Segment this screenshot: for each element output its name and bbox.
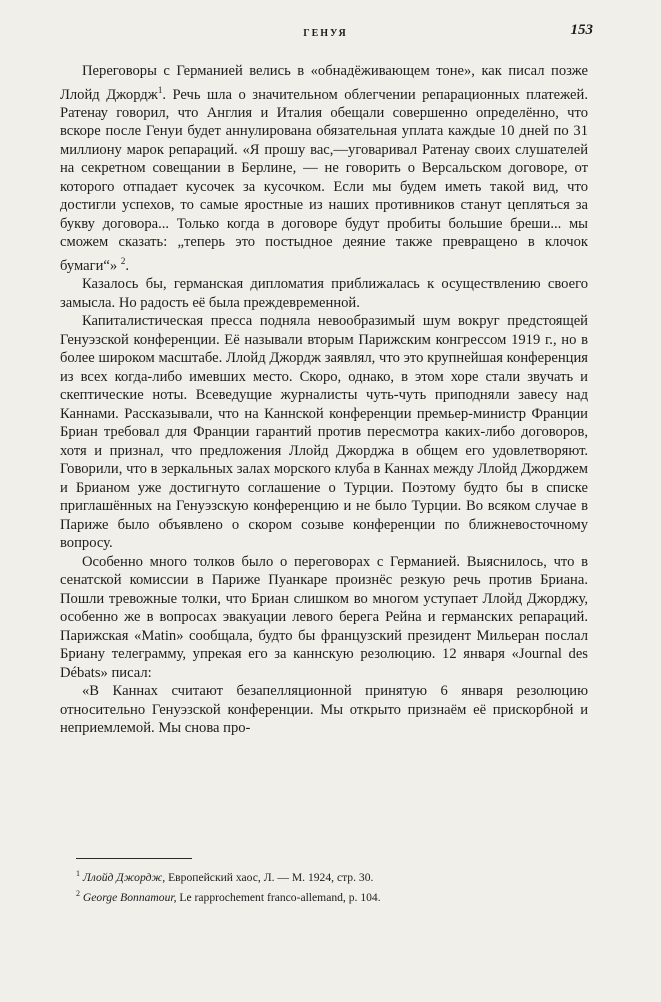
footnote — [76, 886, 588, 906]
footnotes — [76, 866, 588, 906]
paragraph-text: . — [125, 257, 129, 274]
paragraph-text: . Речь шла о значительном облегчении репарационных платежей. Ратенау говорил, что Англия и Италия обещали совершенно определённо, что вскоре после Генуи будет аннулирована обязательная уплата каждые 10 дней по 31 миллиону марок репараций. «Я прошу вас,—уговаривал Ратенау своих слушателей на секретном совещании в Берлине, — не говорить о Версальском договоре, от которого отпадает кусочек за кусочком. Если мы будем иметь такой вид, что достигли успехов, то самые яростные из наших противников станут цепляться за букву договора... Только когда в договоре будут пробиты большие бреши... мы сможем сказать: „теперь это постыдное деяние также превращено в клочок бумаги“» — [60, 86, 588, 274]
footnote-number: 1 — [76, 869, 80, 878]
running-title: ГЕНУЯ — [303, 28, 348, 39]
paragraph: Особенно много толков было о переговорах с Германией. Выяснилось, что в сенатской комиссии в Париже Пуанкаре произнёс резкую речь против Бриана. Пошли тревожные толки, что Бриан слишком во многом уступает Ллойд Джорджу, особенно же в вопросах эвакуации левого берега Рейна и германских репараций. Парижская «Matin» сообщала, будто бы французский президент Мильеран послал Бриану телеграмму, упрекая его за каннскую резолюцию. 12 января «Journal des Débats» писал: — [60, 553, 588, 681]
paragraph: Капиталистическая пресса подняла невообразимый шум вокруг предстоящей Генуэзской конференции. Её называли вторым Парижским конгрессом 1919 г., но в более широком масштабе. Ллойд Джордж заявлял, что это крупнейшая конференция из всех когда-либо имевших место. Скоро, однако, в этом хоре стали звучать и скептические ноты. Всеведущие журналисты чуть-чуть приподняли завесу над Каннами. Рассказывали, что на Каннской конференции премьер-министр Франции Бриан требовал для Франции гарантий против пересмотра каких-либо договоров, хотя и признал, что предложения Ллойд Джорджа в общем его удовлетворяют. Говорили, что в зеркальных залах морского клуба в Каннах между Ллойд Джорджем и Брианом уже достигнуто соглашение о Турции. Поэтому будто бы в списке приглашённых на Генуэзскую конференцию и не было Турции. Во всяком случае в Париже было объявлено о скором созыве конференции по ближневосточному вопросу. — [60, 313, 588, 552]
paragraph: «В Каннах считают безапелляционной принятую 6 января резолюцию относительно Генуэзской конференции. Мы открыто признаём её прискорбной и неприемлемой. Мы снова про- — [60, 683, 588, 737]
body-text — [60, 62, 588, 738]
footnote-number: 2 — [76, 888, 80, 898]
footnote-ref: 1 — [157, 84, 163, 95]
footnote — [76, 866, 588, 886]
running-head — [60, 22, 591, 42]
paragraph-text: Переговоры с Германией велись в «обнадёживающем тоне», как писал позже Ллойд Джордж — [60, 63, 588, 103]
page-number: 153 — [570, 22, 593, 38]
paragraph: Казалось бы, германская дипломатия приближалась к осуществлению своего замысла. Но радость её была преждевременной. — [60, 276, 588, 311]
footnote-divider — [76, 858, 192, 859]
footnote-text: Европейский хаос, Л. — М. 1924, стр. 30. — [168, 870, 374, 884]
footnote-author: George Bonnamour, — [82, 890, 177, 904]
footnote-author: Ллойд Джордж, — [82, 870, 166, 884]
paragraph — [60, 62, 588, 275]
footnote-text: Le rapprochement franco-allemand, p. 104. — [179, 890, 381, 904]
footnote-ref: 2 — [120, 255, 126, 266]
